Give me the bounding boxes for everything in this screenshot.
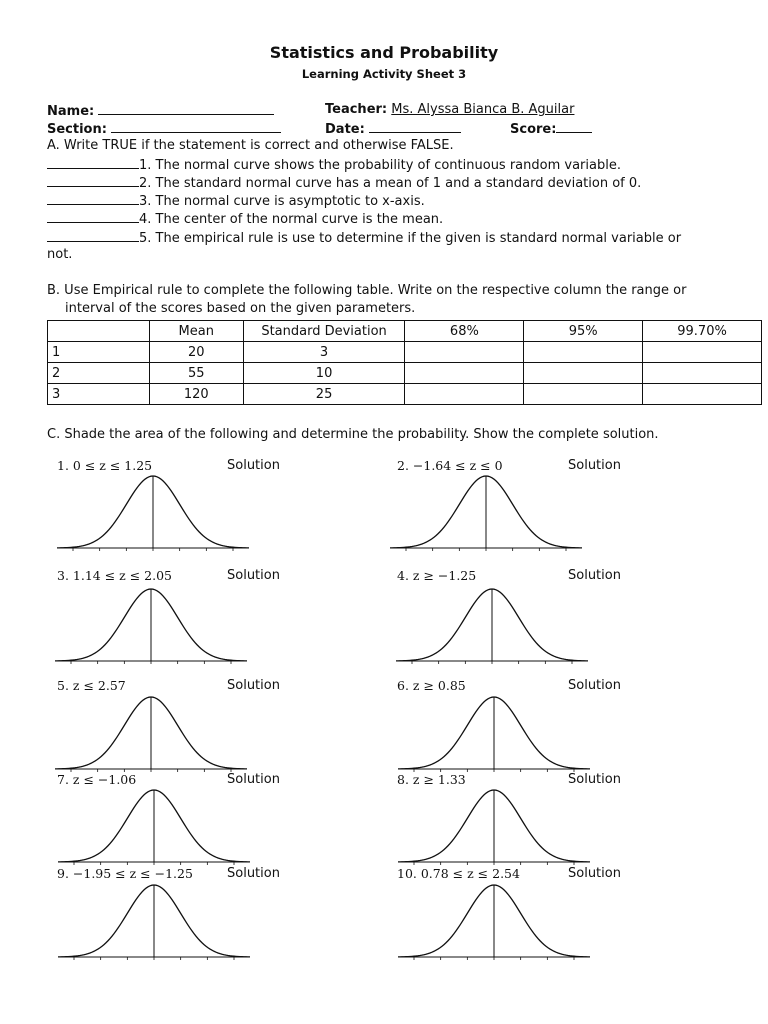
answer-cell-997[interactable] [643,384,762,405]
solution-label: Solution [227,866,280,881]
section-blank[interactable] [111,120,281,133]
worksheet-subtitle: Learning Activity Sheet 3 [301,67,467,81]
answer-cell-95[interactable] [524,384,643,405]
problem-label: 6. z ≥ 0.85 [397,678,466,693]
header-cell [48,321,150,342]
solution-label: Solution [568,772,621,787]
normal-curve-diagram[interactable] [398,881,590,965]
answer-blank[interactable] [47,210,139,223]
normal-curve-diagram[interactable] [57,472,249,556]
part-a-item [47,156,621,173]
solution-label: Solution [227,772,280,787]
solution-label: Solution [227,568,280,583]
section-field[interactable] [47,120,281,137]
answer-cell-95[interactable] [524,342,643,363]
header-cell: 99.70% [643,321,762,342]
part-c-instruction: C. Shade the area of the following and determine the probability. Show the complete solution. [47,427,659,442]
score-blank[interactable] [556,120,592,133]
header-cell: 95% [524,321,643,342]
date-label: Date: [325,122,365,137]
row-number: 2 [48,363,150,384]
normal-curve-diagram[interactable] [396,585,588,669]
problem-label: 7. z ≤ −1.06 [57,772,137,787]
header-cell: Standard Deviation [243,321,405,342]
problem-label: 8. z ≥ 1.33 [397,772,466,787]
teacher-field [325,102,574,117]
answer-cell-68[interactable] [405,363,524,384]
name-label: Name: [47,104,95,119]
problem-label: 3. 1.14 ≤ z ≤ 2.05 [57,568,172,583]
teacher-name: Ms. Alyssa Bianca B. Aguilar [391,102,575,117]
score-field[interactable] [510,120,592,137]
statement-text: 1. The normal curve shows the probability of continuous random variable. [139,158,621,173]
table-row [48,342,762,363]
answer-cell-95[interactable] [524,363,643,384]
table-row [48,363,762,384]
problem-label: 4. z ≥ −1.25 [397,568,477,583]
answer-blank[interactable] [47,192,139,205]
score-label: Score: [510,122,557,137]
answer-blank[interactable] [47,156,139,169]
date-field[interactable] [325,120,461,137]
solution-label: Solution [227,458,280,473]
part-b-instruction: B. Use Empirical rule to complete the following table. Write on the respective column the range or [47,283,687,298]
solution-label: Solution [568,678,621,693]
row-number: 3 [48,384,150,405]
part-a-item [47,174,641,191]
answer-blank[interactable] [47,174,139,187]
date-blank[interactable] [369,120,461,133]
table-row [48,384,762,405]
answer-cell-68[interactable] [405,342,524,363]
part-a-item [47,192,425,209]
solution-label: Solution [568,866,621,881]
statement-text: 5. The empirical rule is use to determine if the given is standard normal variable or [139,231,682,246]
part-a-item [47,210,443,227]
answer-cell-68[interactable] [405,384,524,405]
mean-cell: 20 [149,342,243,363]
statement-text: 3. The normal curve is asymptotic to x-axis. [139,194,425,209]
problem-label: 10. 0.78 ≤ z ≤ 2.54 [397,866,520,881]
header-cell: 68% [405,321,524,342]
name-field[interactable] [47,102,274,119]
part-b-instruction-cont: interval of the scores based on the given parameters. [65,301,416,316]
sd-cell: 3 [243,342,405,363]
normal-curve-diagram[interactable] [55,585,247,669]
section-label: Section: [47,122,107,137]
problem-label: 1. 0 ≤ z ≤ 1.25 [57,458,153,473]
part-a-instruction: A. Write TRUE if the statement is correct and otherwise FALSE. [47,138,454,153]
normal-curve-diagram[interactable] [398,693,590,777]
worksheet-title: Statistics and Probability [269,43,499,62]
normal-curve-diagram[interactable] [58,881,250,965]
problem-label: 9. −1.95 ≤ z ≤ −1.25 [57,866,193,881]
row-number: 1 [48,342,150,363]
statement-continuation: not. [47,247,73,262]
table-header-row [48,321,762,342]
statement-text: 2. The standard normal curve has a mean of 1 and a standard deviation of 0. [139,176,642,191]
header-cell: Mean [149,321,243,342]
answer-cell-997[interactable] [643,363,762,384]
teacher-label: Teacher: [325,102,388,117]
solution-label: Solution [227,678,280,693]
normal-curve-diagram[interactable] [390,472,582,556]
name-blank[interactable] [98,102,274,115]
problem-label: 5. z ≤ 2.57 [57,678,126,693]
normal-curve-diagram[interactable] [398,786,590,870]
part-a-item [47,229,681,246]
solution-label: Solution [568,568,621,583]
mean-cell: 55 [149,363,243,384]
answer-blank[interactable] [47,229,139,242]
solution-label: Solution [568,458,621,473]
problem-label: 2. −1.64 ≤ z ≤ 0 [397,458,503,473]
empirical-rule-table [47,320,762,405]
mean-cell: 120 [149,384,243,405]
sd-cell: 25 [243,384,405,405]
normal-curve-diagram[interactable] [58,786,250,870]
sd-cell: 10 [243,363,405,384]
answer-cell-997[interactable] [643,342,762,363]
statement-text: 4. The center of the normal curve is the mean. [139,212,444,227]
normal-curve-diagram[interactable] [55,693,247,777]
